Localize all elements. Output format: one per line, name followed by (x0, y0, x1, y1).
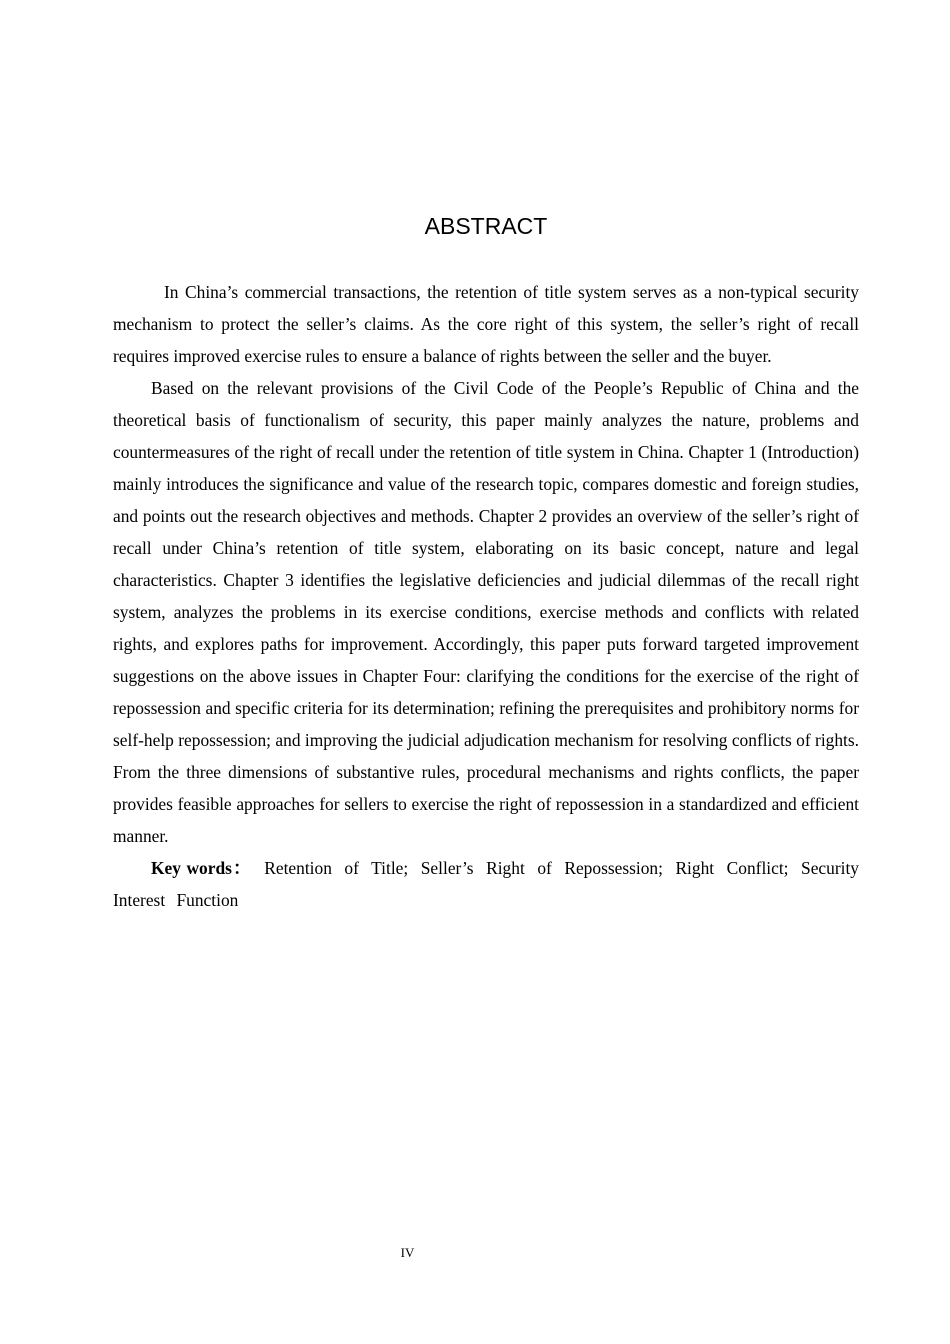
keywords-label: Key words： (151, 858, 252, 878)
abstract-paragraph-2: Based on the relevant provisions of the Civil Code of the People’s Republic of China and the theoretical basis of functionalism of security, this paper mainly analyzes the nature, problems and countermeasures of the right of recall under the retention of title system in China. Chapter 1 (Introduction) mainly introduces the significance and value of the research topic, compares domestic and foreign studies, and points out the research objectives and methods. Chapter 2 provides an overview of the seller’s right of recall under China’s retention of title system, elaborating on its basic concept, nature and legal characteristics. Chapter 3 identifies the legislative deficiencies and judicial dilemmas of the recall right system, analyzes the problems in its exercise conditions, exercise methods and conflicts with related rights, and explores paths for improvement. Accordingly, this paper puts forward targeted improvement suggestions on the above issues in Chapter Four: clarifying the conditions for the exercise of the right of repossession and specific criteria for its determination; refining the prerequisites and prohibitory norms for self-help repossession; and improving the judicial adjudication mechanism for resolving conflicts of rights. From the three dimensions of substantive rules, procedural mechanisms and rights conflicts, the paper provides feasible approaches for sellers to exercise the right of repossession in a standardized and efficient manner. (113, 378, 859, 846)
abstract-paragraph-1: In China’s commercial transactions, the retention of title system serves as a non-typical security mechanism to protect the seller’s claims. As the core right of this system, the seller’s right of recall requires improved exercise rules to ensure a balance of rights between the seller and the buyer. (113, 282, 859, 366)
keywords-text: Retention of Title; Seller’s Right of Repossession; Right Conflict; Security Interest Function (113, 858, 859, 910)
page-number: IV (400, 1245, 415, 1260)
abstract-title: ABSTRACT (424, 213, 548, 239)
abstract-body (113, 276, 859, 916)
keywords-line (113, 852, 859, 916)
